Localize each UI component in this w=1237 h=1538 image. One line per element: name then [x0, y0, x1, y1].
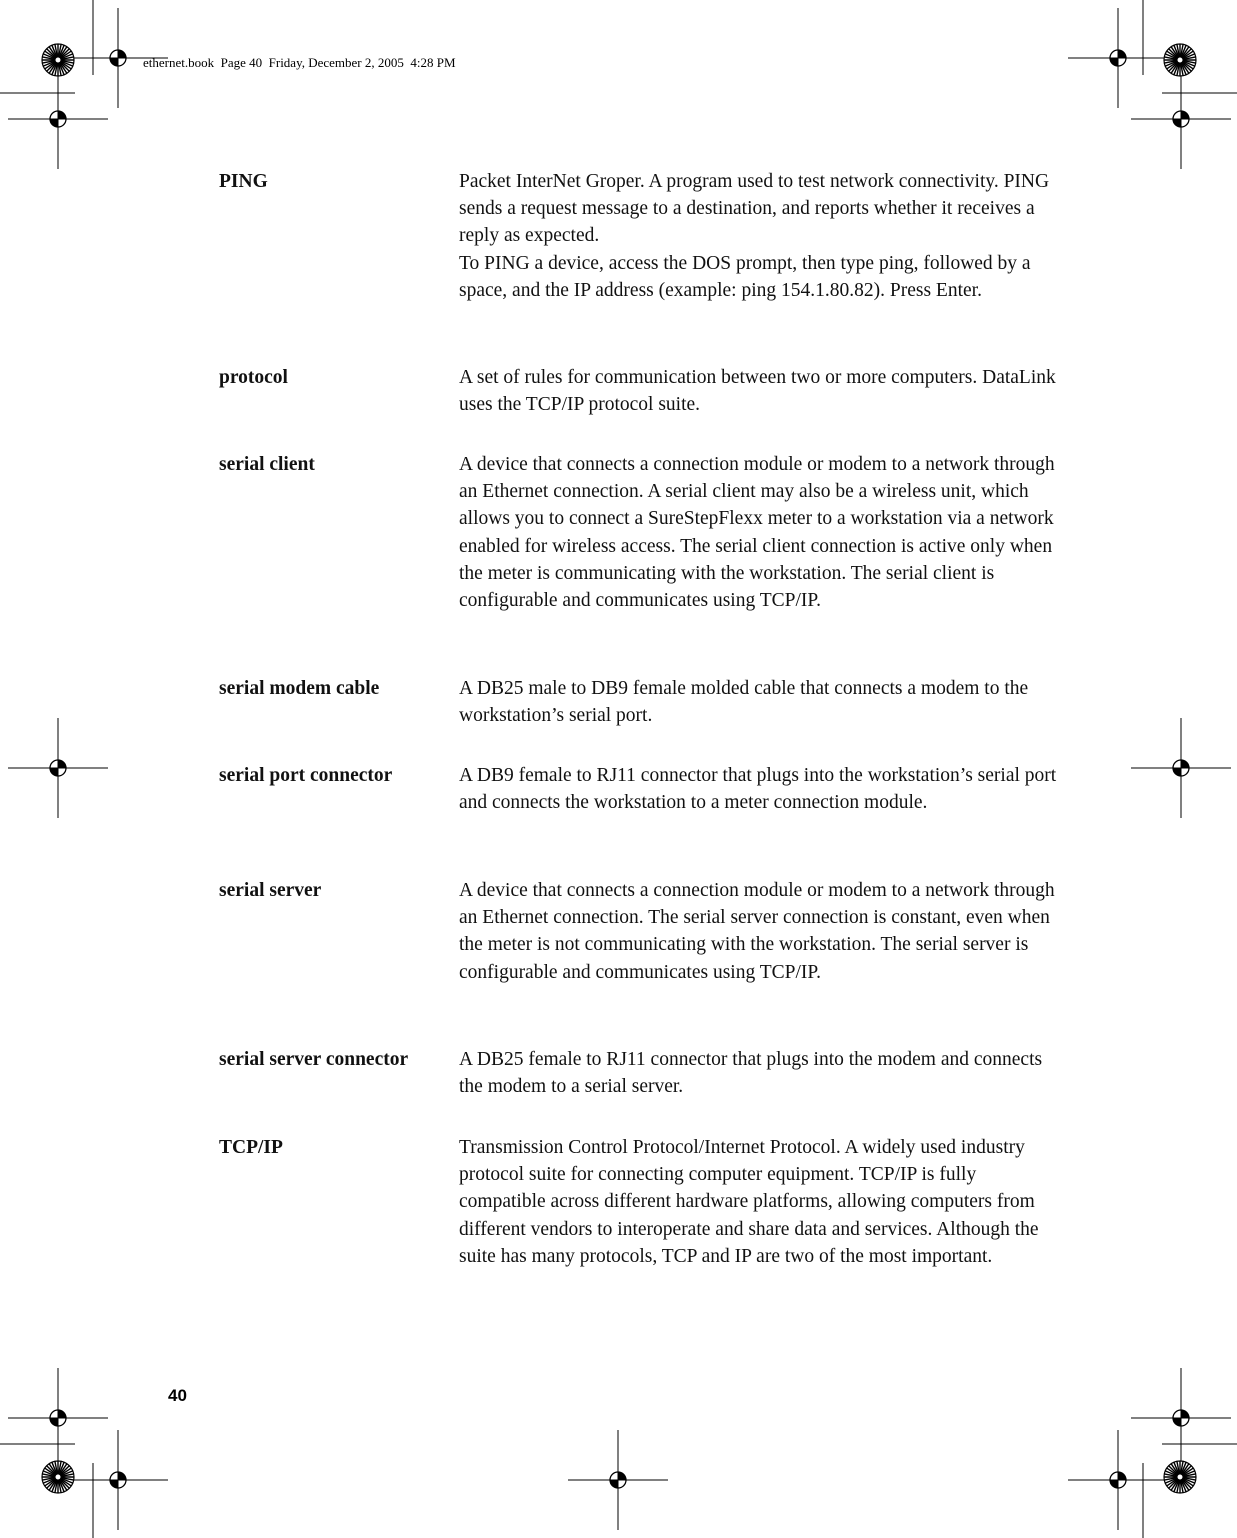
glossary-term: serial port connector — [219, 765, 393, 786]
print-header-slug: ethernet.book Page 40 Friday, December 2, 2005 4:28 PM — [143, 55, 456, 70]
registration-starburst-icon — [42, 1461, 74, 1493]
registration-crosshair-icon — [1068, 1430, 1168, 1530]
registration-crosshair-icon — [8, 69, 108, 169]
registration-crosshair-icon — [1131, 718, 1231, 818]
page-number: 40 — [168, 1386, 187, 1405]
definition-paragraph: A DB9 female to RJ11 connector that plugs into the workstation’s serial port and connects the workstation to a meter connection module. — [459, 765, 1057, 814]
registration-starburst-icon — [1164, 44, 1196, 76]
glossary-term: serial client — [219, 454, 315, 475]
registration-crosshair-icon — [68, 1430, 168, 1530]
glossary-term: serial modem cable — [219, 678, 380, 699]
registration-crosshair-icon — [1131, 69, 1231, 169]
glossary-definition — [459, 1134, 1059, 1270]
definition-paragraph: Packet InterNet Groper. A program used to test network connectivity. PING sends a request message to a destination, and reports whether it receives a reply as expected. — [459, 171, 1050, 247]
glossary-term: PING — [219, 171, 268, 192]
definition-paragraph: A DB25 female to RJ11 connector that plugs into the modem and connects the modem to a serial server. — [459, 1049, 1043, 1098]
glossary-definition — [459, 762, 1059, 816]
glossary-definition — [459, 877, 1059, 986]
glossary-term: serial server connector — [219, 1049, 409, 1070]
glossary-definition — [459, 675, 1059, 729]
definition-paragraph: Transmission Control Protocol/Internet Protocol. A widely used industry protocol suite for connecting computer equipment. TCP/IP is fully compatible across different hardware platforms, allowing computers from different vendors to interoperate and share data and services. Although the suite has many protocols, TCP and IP are two of the most important. — [459, 1137, 1039, 1267]
glossary-term: TCP/IP — [219, 1137, 283, 1158]
registration-starburst-icon — [1164, 1461, 1196, 1493]
definition-paragraph: To PING a device, access the DOS prompt, then type ping, followed by a space, and the IP address (example: ping 154.1.80.82). Press Enter. — [459, 252, 1031, 301]
registration-crosshair-icon — [1131, 1368, 1231, 1468]
registration-crosshair-icon — [8, 718, 108, 818]
glossary-definition — [459, 168, 1059, 304]
registration-crosshair-icon — [8, 1368, 108, 1468]
glossary-term: serial server — [219, 880, 322, 901]
definition-paragraph: A device that connects a connection module or modem to a network through an Ethernet connection. A serial client may also be a wireless unit, which allows you to connect a SureStepFlexx meter to a workstation via a network enabled for wireless access. The serial client connection is active only when the meter is communicating with the workstation. The serial client is configurable and communicates using TCP/IP. — [459, 454, 1055, 612]
glossary-definition — [459, 1046, 1059, 1100]
definition-paragraph: A DB25 male to DB9 female molded cable that connects a modem to the workstation’s serial port. — [459, 678, 1029, 727]
registration-starburst-icon — [42, 44, 74, 76]
glossary-definition — [459, 451, 1059, 614]
definition-paragraph: A device that connects a connection module or modem to a network through an Ethernet connection. The serial server connection is constant, even when the meter is not communicating with the workstation. The serial server is configurable and communicates using TCP/IP. — [459, 880, 1055, 983]
definition-paragraph: A set of rules for communication between two or more computers. DataLink uses the TCP/IP protocol suite. — [459, 367, 1056, 416]
registration-crosshair-icon — [568, 1430, 668, 1530]
glossary-definition — [459, 364, 1059, 418]
glossary-term: protocol — [219, 367, 288, 388]
registration-crosshair-icon — [1068, 8, 1168, 108]
